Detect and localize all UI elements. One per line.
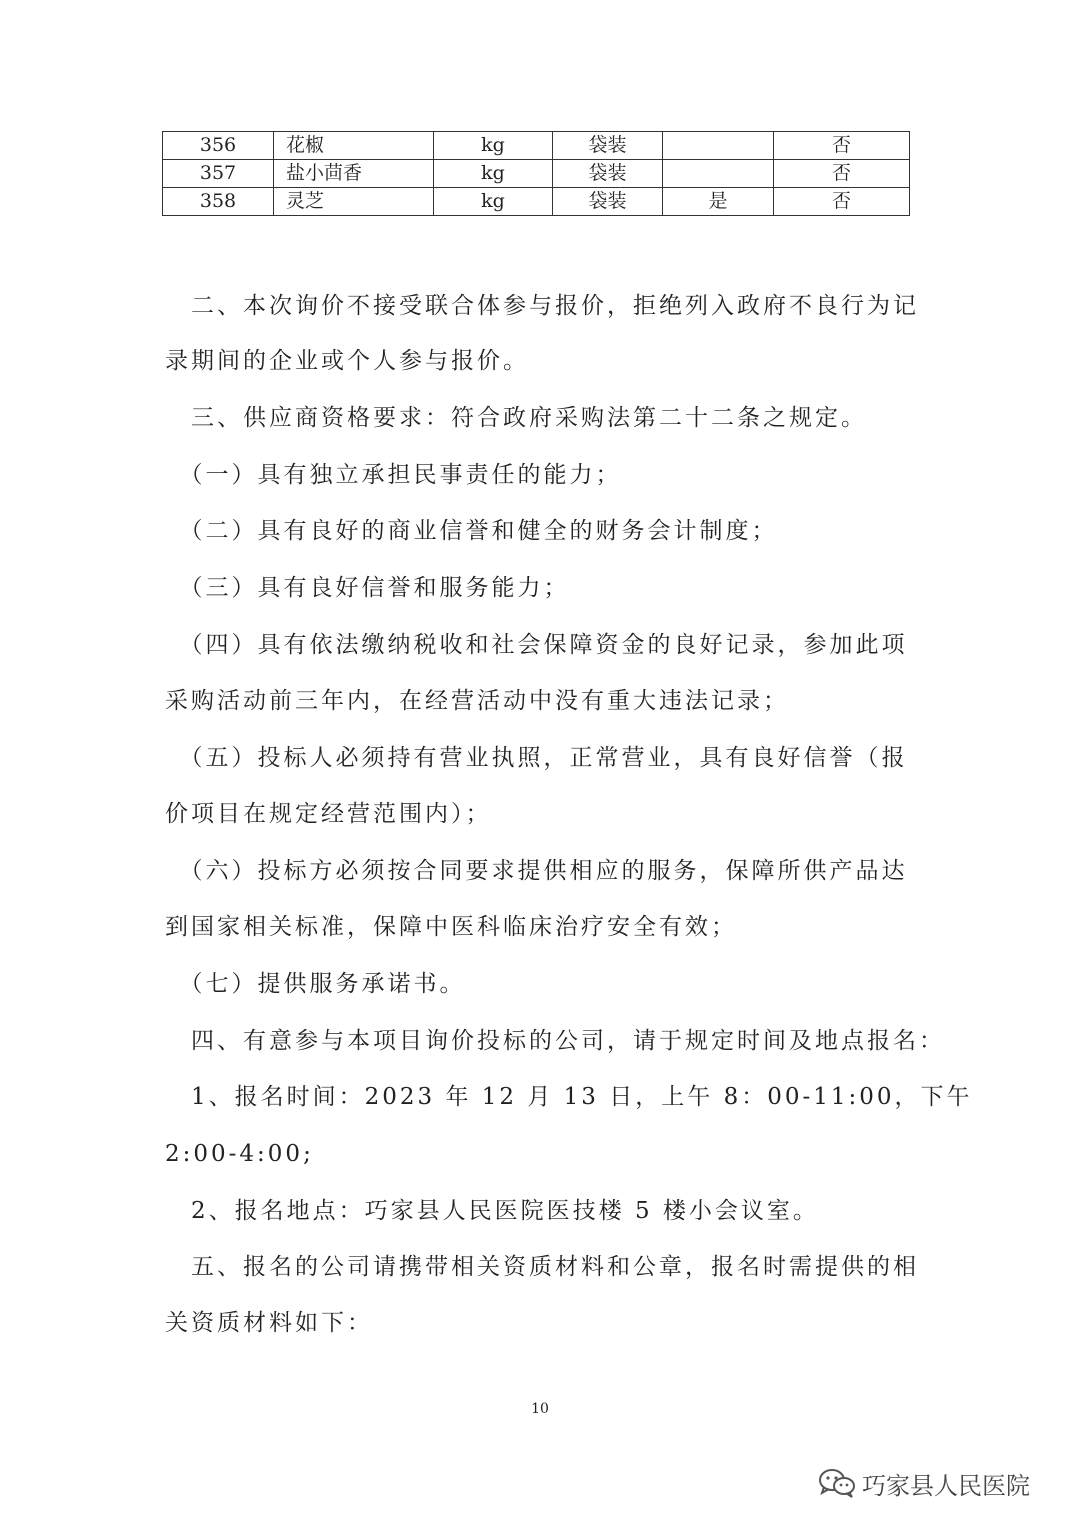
paragraph-3: 三、供应商资格要求：符合政府采购法第二十二条之规定。 xyxy=(165,405,867,431)
cell-pack: 袋装 xyxy=(553,132,663,160)
cell-name: 花椒 xyxy=(274,132,434,160)
page-number: 10 xyxy=(531,1401,549,1417)
cell-pack: 袋装 xyxy=(553,160,663,188)
cell-flag xyxy=(663,132,774,160)
cell-no: 358 xyxy=(163,188,274,216)
requirement-6-line-2: 到国家相关标准，保障中医科临床治疗安全有效； xyxy=(165,914,737,940)
product-table xyxy=(162,131,910,216)
cell-flag: 是 xyxy=(663,188,774,216)
cell-no: 357 xyxy=(163,160,274,188)
requirement-5-line-2: 价项目在规定经营范围内）； xyxy=(165,801,492,827)
cell-name: 灵芝 xyxy=(274,188,434,216)
wechat-icon xyxy=(818,1467,856,1499)
cell-answer: 否 xyxy=(774,160,910,188)
requirement-4-line-2: 采购活动前三年内，在经营活动中没有重大违法记录； xyxy=(165,688,789,714)
registration-time-line-1: 1、报名时间：2023 年 12 月 13 日，上午 8：00-11:00，下午 xyxy=(165,1084,973,1110)
table-row xyxy=(163,132,910,160)
cell-unit: kg xyxy=(434,132,553,160)
requirement-1: （一）具有独立承担民事责任的能力； xyxy=(165,462,622,488)
cell-answer: 否 xyxy=(774,132,910,160)
cell-no: 356 xyxy=(163,132,274,160)
paragraph-5-line-1: 五、报名的公司请携带相关资质材料和公章，报名时需提供的相 xyxy=(165,1254,919,1280)
table-row xyxy=(163,188,910,216)
table-row xyxy=(163,160,910,188)
wechat-watermark xyxy=(818,1463,1030,1503)
cell-unit: kg xyxy=(434,160,553,188)
requirement-4-line-1: （四）具有依法缴纳税收和社会保障资金的良好记录，参加此项 xyxy=(165,632,908,658)
requirement-6-line-1: （六）投标方必须按合同要求提供相应的服务，保障所供产品达 xyxy=(165,858,908,884)
paragraph-4: 四、有意参与本项目询价投标的公司，请于规定时间及地点报名： xyxy=(165,1028,945,1054)
paragraph-2-line-1: 二、本次询价不接受联合体参与报价，拒绝列入政府不良行为记 xyxy=(165,293,919,319)
requirement-7: （七）提供服务承诺书。 xyxy=(165,971,466,997)
requirement-3: （三）具有良好信誉和服务能力； xyxy=(165,575,570,601)
watermark-text: 巧家县人民医院 xyxy=(862,1471,1030,1500)
cell-unit: kg xyxy=(434,188,553,216)
cell-name: 盐小茴香 xyxy=(274,160,434,188)
cell-pack: 袋装 xyxy=(553,188,663,216)
cell-answer: 否 xyxy=(774,188,910,216)
paragraph-5-line-2: 关资质材料如下： xyxy=(165,1310,373,1336)
cell-flag xyxy=(663,160,774,188)
requirement-2: （二）具有良好的商业信誉和健全的财务会计制度； xyxy=(165,518,778,544)
paragraph-2-line-2: 录期间的企业或个人参与报价。 xyxy=(165,348,529,374)
requirement-5-line-1: （五）投标人必须持有营业执照，正常营业，具有良好信誉（报 xyxy=(165,745,908,771)
registration-time-line-2: 2:00-4:00; xyxy=(165,1141,314,1167)
registration-location: 2、报名地点：巧家县人民医院医技楼 5 楼小会议室。 xyxy=(165,1198,819,1224)
